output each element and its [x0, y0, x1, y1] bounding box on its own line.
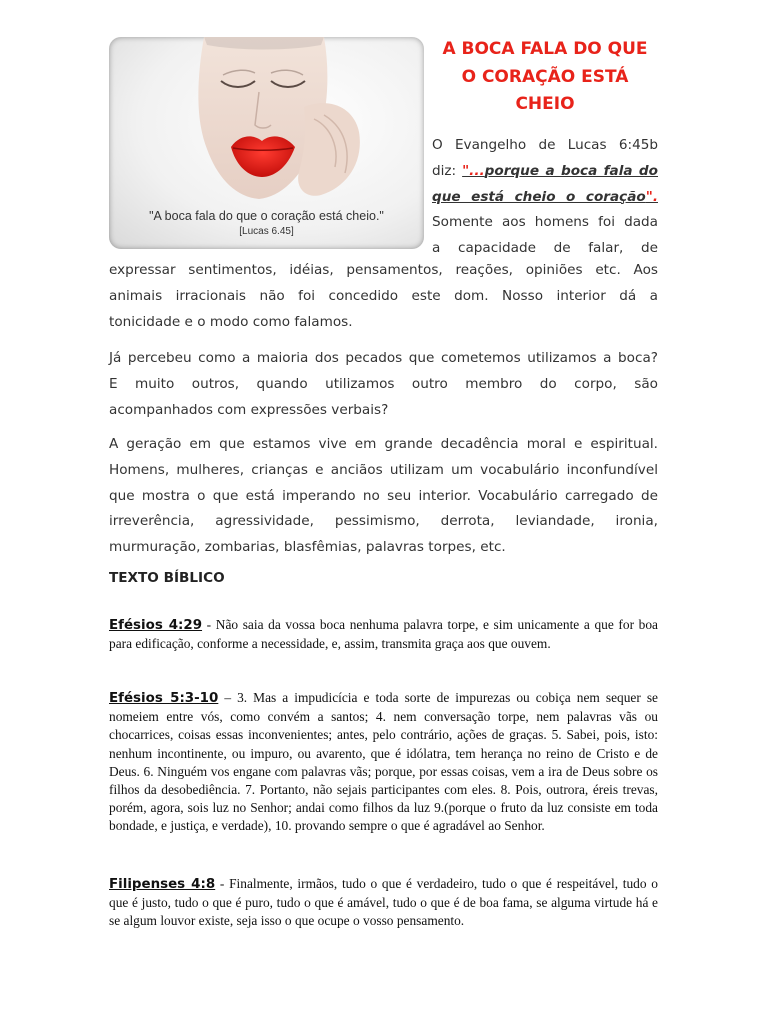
reference-label: Efésios 4:29	[109, 618, 203, 633]
paragraph-line: Já percebeu como a maioria dos pecados que cometemos utilizamos a boca?	[109, 350, 658, 366]
intro-quote	[462, 163, 658, 179]
quote-part-2: que está cheio o coração	[432, 188, 646, 205]
reference-text: - Finalmente, irmãos, tudo o que é verdadeiro, tudo o que é respeitável, tudo o que é justo, tudo o que é puro, tudo o que é amável, tudo o que é de boa fama, se alguma virtude há e se algum louvor existe, seja isso o que ocupe o vosso pensamento.	[109, 876, 659, 929]
face-lips-illustration	[109, 37, 424, 249]
image-caption: "A boca fala do que o coração está cheio."	[149, 209, 384, 223]
quote-open-mark: "...	[462, 162, 485, 179]
bible-reference	[109, 616, 658, 653]
intro-line: a capacidade de falar, de	[432, 240, 658, 257]
paragraph-line: que mostra o que está imperando no seu interior. Vocabulário carregado de	[109, 487, 658, 504]
intro-line: O Evangelho de Lucas 6:45b	[432, 137, 658, 153]
quote-part-2-wrap	[432, 189, 658, 205]
intro-quote-line	[432, 159, 658, 185]
paragraph-line: acompanhados com expressões verbais?	[109, 401, 389, 418]
paragraph-3	[109, 432, 658, 561]
reference-label: Efésios 5:3-10	[109, 691, 219, 706]
paragraph-line: Homens, mulheres, crianças e anciãos utilizam um vocabulário inconfundível	[109, 461, 658, 478]
intro-quote-line-2	[432, 185, 658, 211]
section-heading: TEXTO BÍBLICO	[109, 570, 225, 586]
quote-part-1: porque a boca fala do	[484, 162, 659, 179]
paragraph-line: E muito outros, quando utilizamos outro membro do corpo, são	[109, 375, 658, 392]
intro-full-text	[109, 258, 658, 335]
reference-text: – 3. Mas a impudicícia e toda sorte de impurezas ou cobiça nem sequer se nomeiem entre vós, como convém a santos; 4. nem conversação torpe, nem palavras vãs ou chocarrices, coisas essas inconvenientes; antes, pelo contrário, ações de graças. 5. Sabei, pois, isto: nenhum incontinente, ou impuro, ou avarento, que é idólatra, tem herança no reino de Cristo e de Deus. 6. Ninguém vos engane com palavras vãs; porque, por essas coisas, vem a ira de Deus sobre os filhos da desobediência. 7. Portanto, não sejais participantes com eles. 8. Pois, outrora, éreis trevas, porém, agora, sois luz no Senhor; andai como filhos da luz 9.(porque o fruto da luz consiste em toda bondade, e justiça, e verdade), 10. provando sempre o que é agradável ao Senhor.	[109, 690, 658, 834]
reference-text: - Não saia da vossa boca nenhuma palavra torpe, e sim unicamente a que for boa para edificação, conforme a necessidade, e, assim, transmita graça aos que ouvem.	[109, 617, 658, 652]
image-reference: [Lucas 6.45]	[239, 226, 294, 237]
title-line: A BOCA FALA DO QUE	[442, 39, 648, 59]
paragraph-line: irreverência, agressividade, pessimismo, derrota, leviandade, ironia,	[109, 513, 658, 530]
intro-side-text	[432, 133, 658, 262]
intro-line: animais irracionais não foi concedido este dom. Nosso interior dá a	[109, 287, 658, 304]
title-line: CHEIO	[515, 94, 575, 114]
page-title	[425, 36, 665, 119]
paragraph-2	[109, 346, 658, 423]
reference-label: Filipenses 4:8	[109, 877, 216, 892]
intro-line: expressar sentimentos, idéias, pensamentos, reações, opiniões etc. Aos	[109, 262, 658, 278]
quote-close-mark: ".	[645, 188, 658, 205]
bible-reference	[109, 689, 658, 836]
title-line: O CORAÇÃO ESTÁ	[461, 66, 629, 87]
intro-prefix: diz:	[432, 162, 457, 179]
intro-line: tonicidade e o modo como falamos.	[109, 313, 353, 330]
intro-line: Somente aos homens foi dada	[432, 214, 658, 231]
paragraph-line: murmuração, zombarias, blasfêmias, palavras torpes, etc.	[109, 539, 506, 556]
paragraph-line: A geração em que estamos vive em grande decadência moral e espiritual.	[109, 436, 658, 452]
bible-reference	[109, 875, 658, 931]
